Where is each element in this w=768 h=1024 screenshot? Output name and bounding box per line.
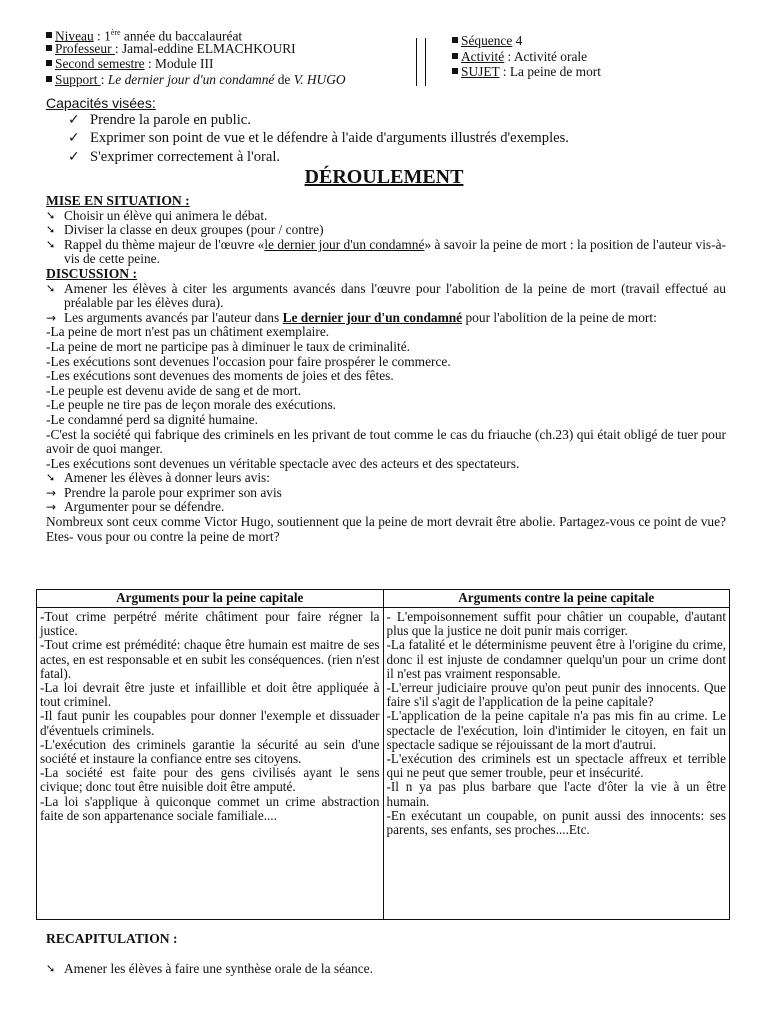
capacite-item: ✓ Exprimer son point de vue et le défendre à l'aide d'arguments illustrés d'exemples. (68, 130, 569, 147)
header-professeur: Professeur : Jamal-eddine ELMACHKOURI (46, 42, 436, 58)
argument-pour: -L'exécution des criminels garantie la sécurité au sein d'une société et instaure la confiance entre ses citoyens. (40, 736, 380, 767)
list-item: ➘ Amener les élèves à donner leurs avis: (46, 470, 270, 486)
recapitulation-title: RECAPITULATION : (46, 931, 178, 946)
header-support: Support : Le dernier jour d'un condamné de V. HUGO (46, 73, 436, 89)
list-item: ➘ Diviser la classe en deux groupes (pour / contre) (46, 222, 324, 238)
bullet-icon (46, 76, 52, 82)
page-title: DÉROULEMENT (304, 166, 464, 188)
pen-arrow-icon: ➘ (46, 962, 56, 975)
argument-pour: -Tout crime perpétré mérite châtiment pour faire régner la justice. (40, 609, 380, 639)
checkmark-icon: ✓ (68, 148, 80, 165)
mise-en-situation-title: MISE EN SITUATION : (46, 193, 190, 208)
argument-line: -Les exécutions sont devenues des moments de joies et des fêtes. (46, 368, 394, 384)
list-item: → Prendre la parole pour exprimer son avis (46, 484, 282, 500)
header-semestre: Second semestre : Module III (46, 57, 436, 73)
right-arrow-icon: → (46, 485, 57, 500)
right-arrow-icon: → (46, 310, 57, 325)
bullet-icon (46, 45, 52, 51)
header-divider (416, 38, 426, 86)
header-niveau: Niveau : 1ère année du baccalauréat (46, 26, 436, 42)
list-item: ➘ Choisir un élève qui animera le débat. (46, 207, 268, 223)
arguments-table (36, 589, 730, 920)
list-item: → Les arguments avancés par l'auteur dans Le dernier jour d'un condamné pour l'abolition de la peine de mort: (46, 309, 657, 325)
argument-contre: - L'empoisonnement suffit pour châtier un coupable, d'autant plus que la justice ne doit punir mais corriger. (386, 609, 726, 639)
argument-contre: -L'exécution des criminels est un spectacle affreux et terrible qui ne peut que semer trouble, peur et insécurité. (386, 751, 726, 781)
argument-line: -La peine de mort ne participe pas à diminuer le taux de criminalité. (46, 338, 411, 354)
capacite-item: ✓ Prendre la parole en public. (68, 111, 251, 128)
argument-pour: -Il faut punir les coupables pour donner l'exemple et dissuader d'éventuels criminels. (40, 708, 380, 738)
discussion-question: Nombreux sont ceux comme Victor Hugo, soutiennent que la peine de mort devrait être abolie. Partagez-vous ce point de vue? Etes- vous pour ou contre la peine de mort? (46, 514, 726, 544)
argument-line: -Les exécutions sont devenues un véritable spectacle avec des acteurs et des spectateurs. (46, 455, 520, 471)
table-header-contre: Arguments contre la peine capitale (383, 590, 730, 608)
list-item: → Argumenter pour se défendre. (46, 499, 225, 515)
argument-line: -Le peuple ne tire pas de leçon morale des exécutions. (46, 397, 337, 413)
capacites-title: Capacités visées: (46, 95, 156, 111)
pen-arrow-icon: ➘ (46, 471, 56, 485)
argument-line: -Le peuple est devenu avide de sang et de mort. (46, 382, 302, 398)
argument-pour: -La loi s'applique à quiconque commet un crime abstraction faite de son appartenance sociale familiale.... (40, 793, 380, 823)
pen-arrow-icon: ➘ (46, 208, 56, 222)
argument-contre: -La fatalité et le déterminisme peuvent être à l'origine du crime, donc il est injuste de condamner quelqu'un pour un crime dont il n'est pas vraiment responsable. (386, 637, 726, 681)
header-activite: Activité : Activité orale (452, 50, 752, 66)
header-sujet: SUJET : La peine de mort (452, 65, 752, 81)
table-header-pour: Arguments pour la peine capitale (37, 590, 384, 608)
pen-arrow-icon: ➘ (46, 281, 56, 295)
argument-line: -Les exécutions sont devenues l'occasion pour faire prospérer le commerce. (46, 353, 451, 369)
checkmark-icon: ✓ (68, 111, 80, 128)
checkmark-icon: ✓ (68, 130, 80, 147)
argument-contre: -En exécutant un coupable, on punit aussi des innocents: ses parents, ses enfants, ses proches....Etc. (386, 807, 726, 838)
argument-pour: -La loi devrait être juste et infaillible et doit être appliquée à tout criminel. (40, 680, 380, 710)
bullet-icon (46, 60, 52, 66)
list-item: ➘ Amener les élèves à faire une synthèse orale de la séance. (46, 961, 373, 976)
discussion-title: DISCUSSION : (46, 265, 138, 281)
pen-arrow-icon: ➘ (46, 237, 56, 251)
pen-arrow-icon: ➘ (46, 223, 56, 237)
table-row (37, 608, 730, 920)
argument-contre: -L'erreur judiciaire prouve qu'on peut punir des innocents. Que faire s'il s'agit de l'application de la peine capitale? (386, 680, 726, 710)
argument-contre: -L'application de la peine capitale n'a pas mis fin au crime. Le spectacle de l'exécution, loin d'intimider le citoyen, en fait un spectacle sadique se réjouissant de la mort d'autrui. (386, 708, 726, 752)
argument-pour: -Tout crime est prémédité: chaque être humain est maitre de ses actes, en est responsable et en subit les conséquences. (rien n'est fatal). (40, 637, 380, 681)
bullet-icon (452, 68, 458, 74)
header-left (46, 26, 436, 88)
argument-contre: -Il n ya pas plus barbare que l'acte d'ôter la vie à un être humain. (386, 779, 726, 809)
bullet-icon (46, 32, 52, 38)
argument-pour: -La société est faite pour des gens civilisés ayant le sens civique; donc tout être nuisible doit être amputé. (40, 765, 380, 795)
right-arrow-icon: → (46, 500, 57, 515)
document-header (46, 26, 736, 90)
argument-line: -La peine de mort n'est pas un châtiment exemplaire. (46, 324, 330, 340)
bullet-icon (452, 53, 458, 59)
capacite-item: ✓ S'exprimer correctement à l'oral. (68, 148, 281, 165)
bullet-icon (452, 37, 458, 43)
list-item: ➘ Rappel du thème majeur de l'œuvre «le dernier jour d'un condamné» à savoir la peine de mort : la position de l'auteur vis-à-vis de cette peine. (46, 236, 726, 267)
table-header-row (37, 590, 730, 608)
table-cell-contre (383, 608, 730, 920)
capacites-section (46, 96, 726, 166)
deroulement-section (46, 194, 726, 544)
argument-line: -C'est la société qui fabrique des criminels en les privant de tout comme le cas du friauche (ch.23) qui était obligé de tuer pour avoir de quoi manger. (46, 426, 726, 457)
header-sequence: Séquence 4 (452, 34, 752, 50)
header-right (452, 34, 752, 81)
argument-line: -Le condamné perd sa dignité humaine. (46, 411, 258, 427)
table-cell-pour (37, 608, 384, 920)
list-item: ➘ Amener les élèves à citer les arguments avancés dans l'œuvre pour l'abolition de la peine de mort (travail effectué au préalable par les élèves dura). (46, 280, 726, 311)
